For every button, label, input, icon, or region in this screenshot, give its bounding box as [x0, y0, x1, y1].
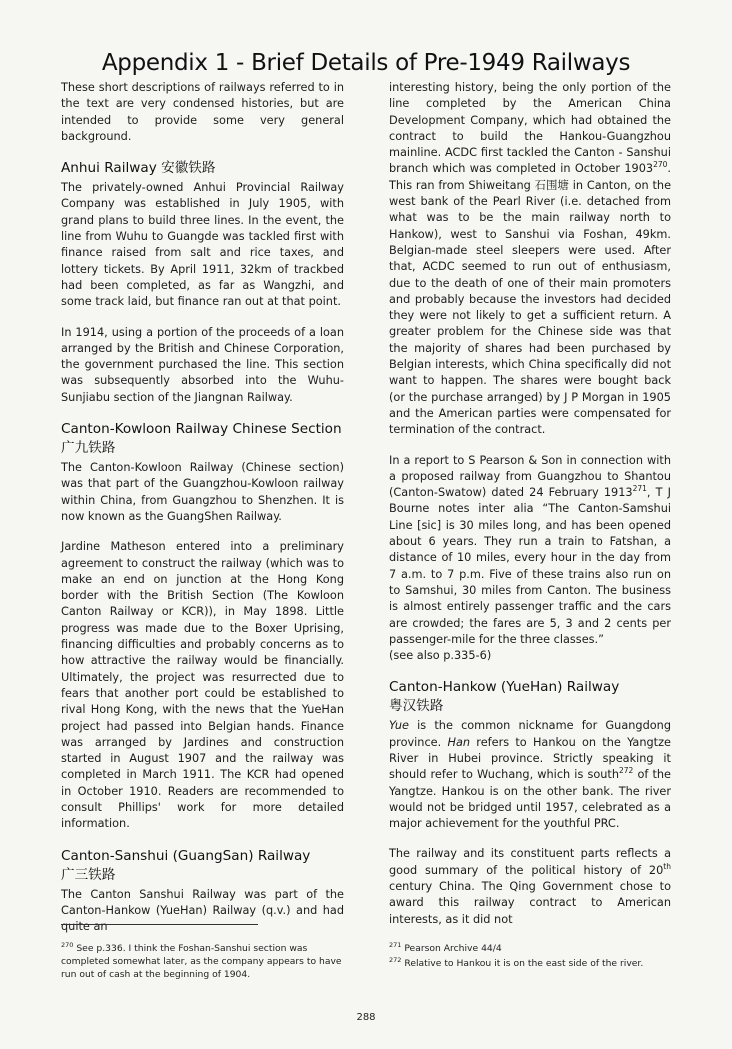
footnote-271	[389, 942, 679, 955]
yuehan-heading-zh: 粤汉铁路	[389, 698, 444, 715]
sanshui-text-c: in Canton, on the west bank of the Pearl River (i.e. detached from what was to be the main railway north to Hankow), west to Sanshui via Foshan, 49km. Belgian-made steel sleepers were used. After that, ACDC seemed to run out of enthusiasm, due to the death of one of their main promoters and probably because the investors had decided they were not likely to get a sufficient return. A greater problem for the Chinese side was that the majority of shares had been purchased by Belgian interests, which China specifically did not want to happen. The shares were bought back (or the purchase arranged) by J P Morgan in 1905 and the American parties were compensated for termination of the contract.	[389, 178, 672, 437]
anhui-paragraph-1: The privately-owned Anhui Provincial Railway Company was established in July 1905, with grand plans to build three lines. In the event, the line from Wuhu to Guangde was tackled first with finance raised from salt and rice taxes, and lottery tickets. By April 1911, 32km of trackbed had been completed, as far as Wangzhi, and some track laid, but finance ran out at that point.	[61, 181, 344, 309]
pearson-text-a: In a report to S Pearson & Son in connection with a proposed railway from Guangzhou to Shantou (Canton-Swatow) dated 24 February 1913	[389, 453, 671, 500]
yuehan-text-b: refers to Hankou on the Yangtze River in Hubei province. Strictly speaking it should refer to Wuchang, which is south	[389, 735, 671, 782]
sanshui-paragraph-1-cont: interesting history, being the only portion of the line completed by the American China Development Company, which had obtained the contract to build the Hankou-Guangzhou mainline. ACDC first tackled the Canton - Sanshui branch which was completed in October 1903$^{270}$. This ran from Shiweitang 石围塘 in Canton, on the west bank of the Pearl River (i.e. detached from what was to be the main railway north to Hankow), west to Sanshui via Foshan, 49km. Belgian-made steel sleepers were used. After that, ACDC seemed to run out of enthusiasm, due to the death of one of their main promoters and probably because the investors had decided they were not likely to get a sufficient return. A greater problem for the Chinese side was that the majority of shares had been purchased by Belgian interests, which China specifically did not want to happen. The shares were bought back (or the purchase arranged) by J P Morgan in 1905 and the American parties were compensated for termination of the contract.	[389, 81, 672, 437]
yuehan-heading	[389, 678, 671, 716]
see-also: (see also p.335-6)	[389, 649, 492, 663]
page-title: Appendix 1 - Brief Details of Pre-1949 Railways	[101, 50, 631, 76]
sanshui-text-b: . This ran from Shiweitang	[389, 162, 671, 192]
yuehan-text-c: of the Yangtze. Hankou is on the other bank. The river would not be bridged until 1957, celebrated as a major achievement for the youthful PRC.	[389, 768, 671, 831]
right-column	[389, 80, 671, 928]
footnote-divider	[61, 924, 258, 925]
footnote-272-number: 272	[389, 955, 402, 964]
kowloon-heading-zh: 广九铁路	[61, 440, 116, 457]
footnote-271-text: Pearson Archive 44/4	[404, 943, 502, 954]
yuehan-text-a: is the common nickname for Guangdong province.	[389, 719, 671, 749]
footnote-270-number: 270	[61, 940, 74, 949]
footnote-272-text: Relative to Hankou it is on the east side of the river.	[404, 958, 644, 969]
yuehan-p2-text-b: century China. The Qing Government chose to award this railway contract to American interests, as it did not	[389, 880, 671, 926]
pearson-report-paragraph	[389, 453, 671, 665]
anhui-paragraph-2: In 1914, using a portion of the proceeds of a loan arranged by the British and Chinese Corporation, the government purchased the line. This section was subsequently absorbed into the Wuhu-Sunjiabu section of the Jiangnan Railway.	[61, 325, 344, 404]
sanshui-heading	[61, 847, 344, 885]
footnote-270-text: See p.336. I think the Foshan-Sanshui section was completed somewhat later, as the company appears to have run out of cash at the beginning of 1904.	[61, 943, 342, 980]
anhui-heading-text: Anhui Railway	[61, 160, 157, 177]
footnotes-left	[61, 942, 351, 983]
footnote-ref-270: 270	[653, 160, 668, 170]
left-column	[61, 80, 344, 935]
yuehan-paragraph-1	[389, 718, 671, 832]
shiweitang-zh: 石围塘	[534, 178, 570, 192]
anhui-heading-zh: 安徽铁路	[161, 160, 216, 177]
footnote-ref-272: 272	[619, 766, 634, 776]
superscript-th: th	[663, 862, 671, 871]
footnote-270	[61, 942, 351, 981]
kowloon-paragraph-2: Jardine Matheson entered into a preliminary agreement to construct the railway (which was to make an end on junction at the Hong Kong border with the British Section (The Kowloon Canton Railway or KCR)), in May 1898. Little progress was made due to the Boxer Uprising, financing difficulties and probably concerns as to how attractive the railway would be financially. Ultimately, the project was resurrected due to fears that another port could be established to rival Hong Kong, with the news that the YueHan project had passed into Belgian hands. Finance was arranged by Jardines and construction started in August 1907 and the railway was completed in March 1911. The KCR had opened in October 1910. Readers are recommended to consult Phillips' work for more detailed information.	[61, 540, 344, 831]
footnotes-right	[389, 942, 679, 972]
han-term: Han	[447, 735, 471, 749]
page-number: 288	[356, 1012, 376, 1023]
footnote-ref-271: 271	[632, 484, 647, 494]
sanshui-heading-zh: 广三铁路	[61, 866, 116, 883]
sanshui-heading-text: Canton-Sanshui (GuangSan) Railway	[61, 847, 311, 864]
yuehan-heading-text: Canton-Hankow (YueHan) Railway	[389, 679, 620, 696]
yue-term: Yue	[389, 719, 409, 733]
sanshui-paragraph-1-start: The Canton Sanshui Railway was part of the Canton-Hankow (YueHan) Railway (q.v.) and had quite an	[61, 887, 344, 934]
footnote-271-number: 271	[389, 940, 402, 949]
kowloon-heading-text: Canton-Kowloon Railway Chinese Section	[61, 421, 342, 438]
yuehan-paragraph-2	[389, 846, 671, 927]
anhui-heading	[61, 159, 344, 178]
kowloon-heading	[61, 420, 344, 458]
intro-paragraph: These short descriptions of railways referred to in the text are very condensed histories, but are intended to provide some very general background.	[61, 81, 344, 143]
footnote-272	[389, 957, 679, 970]
yuehan-p2-text-a: The railway and its constituent parts reflects a good summary of the political history of 20	[389, 847, 671, 877]
kowloon-paragraph-1: The Canton-Kowloon Railway (Chinese section) was that part of the Guangzhou-Kowloon railway within China, from Guangzhou to Shenzhen. It is now known as the GuangShen Railway.	[61, 461, 344, 523]
pearson-text-b: , T J Bourne notes inter alia “The Canton-Samshui Line [sic] is 30 miles long, and has been opened about 6 years. They run a train to Fatshan, a distance of 10 miles, every hour in the day from 7 a.m. to 7 p.m. Five of these trains also run on to Samshui, 30 miles from Canton. The business is almost entirely passenger traffic and the cars are crowded; the fares are 5, 3 and 2 cents per passenger-mile for the three classes.”	[389, 486, 671, 646]
